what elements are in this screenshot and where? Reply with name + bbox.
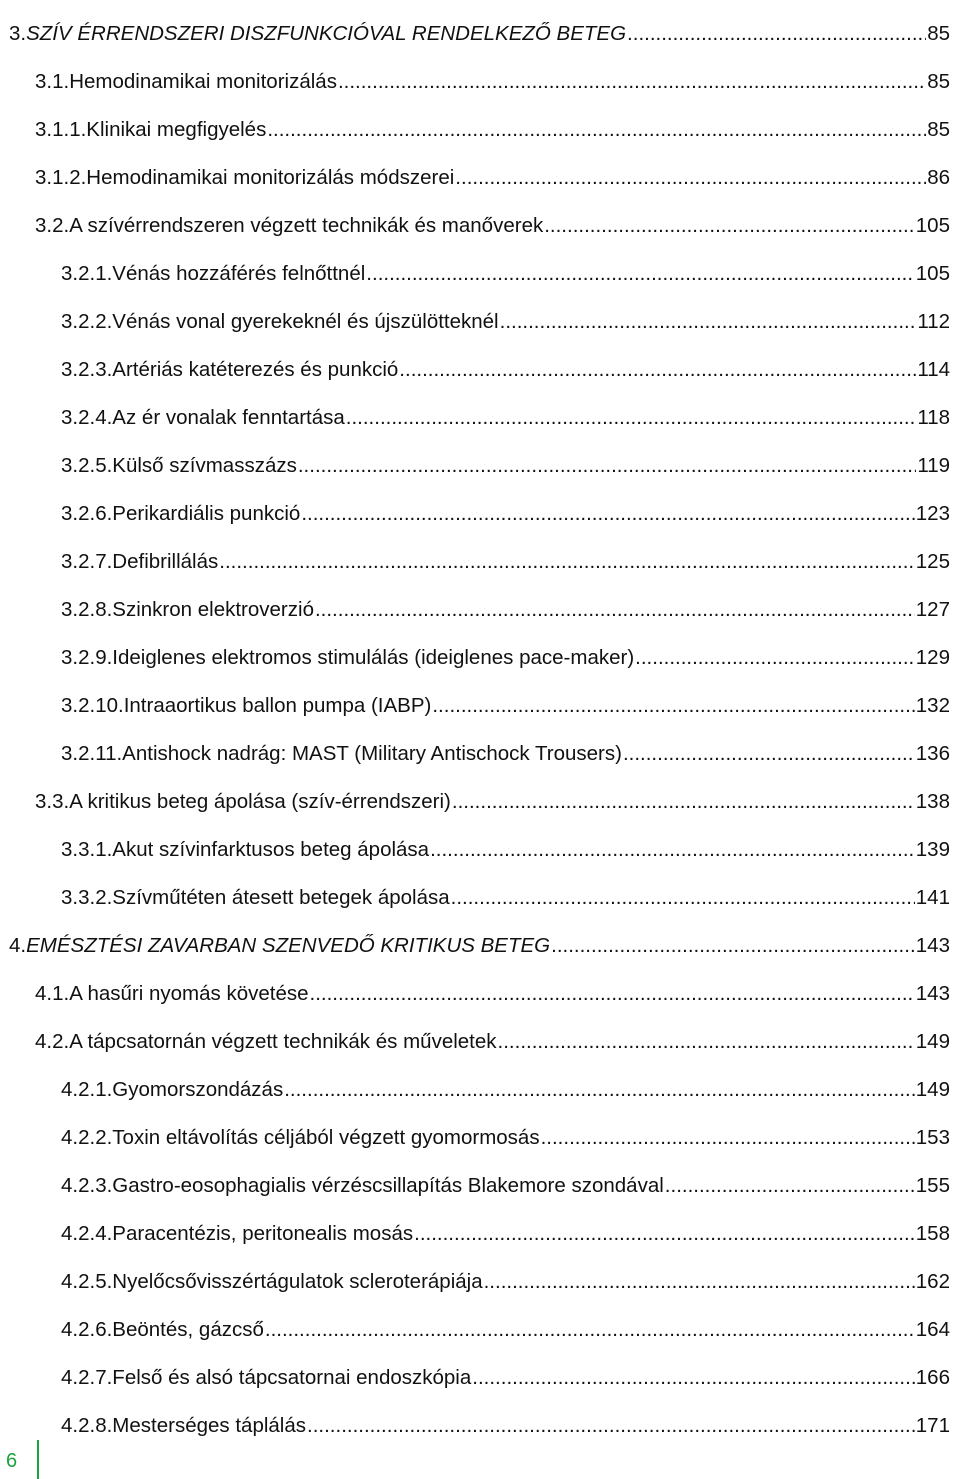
toc-entry-title: Akut szívinfarktusos beteg ápolása bbox=[112, 838, 430, 861]
toc-dot-leader bbox=[623, 730, 915, 778]
toc-entry-title: Antishock nadrág: MAST (Military Antischock Trousers) bbox=[122, 742, 622, 765]
toc-entry[interactable] bbox=[0, 682, 960, 730]
toc-entry-number: 3.2.1. bbox=[61, 262, 113, 285]
toc-dot-leader bbox=[498, 1018, 915, 1066]
toc-entry-number: 4.2.2. bbox=[61, 1126, 113, 1149]
toc-dot-leader bbox=[219, 538, 915, 586]
toc-entry-page: 86 bbox=[927, 166, 950, 189]
toc-entry-title: Vénás hozzáférés felnőttnél bbox=[112, 262, 366, 285]
toc-entry-number: 3.3.2. bbox=[61, 886, 113, 909]
toc-entry[interactable] bbox=[0, 634, 960, 682]
toc-entry-page: 132 bbox=[915, 694, 950, 717]
toc-entry-title: A hasűri nyomás követése bbox=[69, 982, 309, 1005]
toc-entry[interactable] bbox=[0, 1114, 960, 1162]
toc-entry[interactable] bbox=[0, 298, 960, 346]
toc-dot-leader bbox=[346, 394, 917, 442]
toc-entry-page: 85 bbox=[927, 118, 950, 141]
toc-dot-leader bbox=[500, 298, 917, 346]
toc-entry[interactable] bbox=[0, 1162, 960, 1210]
toc-entry[interactable] bbox=[0, 1210, 960, 1258]
toc-entry-number: 3.2.3. bbox=[61, 358, 113, 381]
toc-entry-number: 3.1.2. bbox=[35, 166, 87, 189]
toc-entry-page: 136 bbox=[915, 742, 950, 765]
toc-entry-title: Szinkron elektroverzió bbox=[112, 598, 314, 621]
toc-dot-leader bbox=[472, 1354, 915, 1402]
toc-entry[interactable] bbox=[0, 154, 960, 202]
toc-entry-title: Defibrillálás bbox=[112, 550, 219, 573]
toc-entry-number: 4.2.5. bbox=[61, 1270, 113, 1293]
toc-entry-number: 3.2.7. bbox=[61, 550, 113, 573]
toc-entry-number: 3.2.4. bbox=[61, 406, 113, 429]
table-of-contents bbox=[0, 10, 960, 1450]
toc-entry-page: 114 bbox=[917, 358, 950, 381]
toc-dot-leader bbox=[307, 1402, 915, 1450]
toc-entry-title: Toxin eltávolítás céljából végzett gyomormosás bbox=[112, 1126, 540, 1149]
toc-entry-number: 4.2.1. bbox=[61, 1078, 113, 1101]
toc-entry-number: 3.2.9. bbox=[61, 646, 113, 669]
toc-entry-title: Paracentézis, peritonealis mosás bbox=[112, 1222, 414, 1245]
toc-dot-leader bbox=[267, 106, 926, 154]
toc-entry-page: 162 bbox=[915, 1270, 950, 1293]
toc-entry-title: Ideiglenes elektromos stimulálás (ideiglenes pace-maker) bbox=[112, 646, 635, 669]
toc-entry-page: 105 bbox=[915, 262, 950, 285]
toc-entry-title: A szívérrendszeren végzett technikák és manőverek bbox=[69, 214, 544, 237]
toc-entry-title: Mesterséges táplálás bbox=[112, 1414, 307, 1437]
toc-entry-title: Hemodinamikai monitorizálás bbox=[69, 70, 337, 93]
toc-entry-page: 125 bbox=[915, 550, 950, 573]
toc-dot-leader bbox=[541, 1114, 915, 1162]
toc-dot-leader bbox=[430, 826, 915, 874]
toc-entry-page: 112 bbox=[917, 310, 950, 333]
toc-entry-title: Gastro-eosophagialis vérzéscsillapítás Blakemore szondával bbox=[112, 1174, 664, 1197]
toc-dot-leader bbox=[665, 1162, 915, 1210]
toc-dot-leader bbox=[452, 778, 915, 826]
toc-dot-leader bbox=[627, 10, 926, 58]
toc-entry-number: 3.2.6. bbox=[61, 502, 113, 525]
toc-dot-leader bbox=[484, 1258, 915, 1306]
toc-dot-leader bbox=[338, 58, 926, 106]
toc-entry-number: 3.3. bbox=[35, 790, 70, 813]
toc-dot-leader bbox=[315, 586, 915, 634]
toc-entry-page: 149 bbox=[915, 1078, 950, 1101]
toc-entry-page: 118 bbox=[917, 406, 950, 429]
toc-dot-leader bbox=[310, 970, 915, 1018]
toc-dot-leader bbox=[455, 154, 926, 202]
toc-entry-page: 139 bbox=[915, 838, 950, 861]
toc-entry-title: Intraaortikus ballon pumpa (IABP) bbox=[123, 694, 432, 717]
toc-entry[interactable] bbox=[0, 874, 960, 922]
toc-dot-leader bbox=[284, 1066, 915, 1114]
toc-entry-page: 141 bbox=[915, 886, 950, 909]
toc-entry-number: 4.2.4. bbox=[61, 1222, 113, 1245]
toc-entry-page: 143 bbox=[915, 982, 950, 1005]
toc-entry[interactable] bbox=[0, 442, 960, 490]
toc-entry-number: 4.2.7. bbox=[61, 1366, 113, 1389]
toc-entry-page: 143 bbox=[915, 934, 950, 957]
toc-entry[interactable] bbox=[0, 586, 960, 634]
toc-entry[interactable] bbox=[0, 490, 960, 538]
toc-entry-title: Gyomorszondázás bbox=[112, 1078, 284, 1101]
toc-entry-number: 3.2.2. bbox=[61, 310, 113, 333]
toc-entry[interactable] bbox=[0, 538, 960, 586]
toc-entry-title: Szívműtéten átesett betegek ápolása bbox=[112, 886, 450, 909]
toc-entry-page: 127 bbox=[915, 598, 950, 621]
toc-entry-number: 3.1.1. bbox=[35, 118, 87, 141]
toc-entry[interactable] bbox=[0, 1018, 960, 1066]
toc-entry-title: SZÍV ÉRRENDSZERI DISZFUNKCIÓVAL RENDELKEZŐ BETEG bbox=[26, 22, 627, 45]
toc-entry-title: Artériás katéterezés és punkció bbox=[112, 358, 399, 381]
toc-entry-number: 3.2.5. bbox=[61, 454, 113, 477]
toc-dot-leader bbox=[544, 202, 915, 250]
toc-entry[interactable] bbox=[0, 1306, 960, 1354]
toc-entry-number: 4. bbox=[9, 934, 27, 957]
toc-dot-leader bbox=[301, 490, 914, 538]
toc-entry-page: 166 bbox=[915, 1366, 950, 1389]
toc-entry-number: 3.3.1. bbox=[61, 838, 113, 861]
toc-entry-number: 3.1. bbox=[35, 70, 70, 93]
toc-entry-title: Hemodinamikai monitorizálás módszerei bbox=[86, 166, 455, 189]
toc-entry-page: 171 bbox=[915, 1414, 950, 1437]
toc-entry-title: Perikardiális punkció bbox=[112, 502, 301, 525]
toc-entry-page: 119 bbox=[917, 454, 950, 477]
toc-entry-number: 4.1. bbox=[35, 982, 70, 1005]
page-number: 6 bbox=[6, 1450, 18, 1472]
toc-entry[interactable] bbox=[0, 106, 960, 154]
toc-entry-number: 4.2. bbox=[35, 1030, 70, 1053]
toc-entry-title: Beöntés, gázcső bbox=[112, 1318, 264, 1341]
toc-entry-number: 4.2.6. bbox=[61, 1318, 113, 1341]
toc-dot-leader bbox=[635, 634, 915, 682]
toc-entry-title: Felső és alsó tápcsatornai endoszkópia bbox=[112, 1366, 472, 1389]
toc-entry[interactable] bbox=[0, 10, 960, 58]
toc-entry[interactable] bbox=[0, 58, 960, 106]
toc-dot-leader bbox=[551, 922, 915, 970]
toc-entry-title: A tápcsatornán végzett technikák és műveletek bbox=[69, 1030, 497, 1053]
toc-entry-number: 3.2. bbox=[35, 214, 70, 237]
toc-entry[interactable] bbox=[0, 1402, 960, 1450]
toc-entry-number: 4.2.8. bbox=[61, 1414, 113, 1437]
toc-entry[interactable] bbox=[0, 826, 960, 874]
toc-entry[interactable] bbox=[0, 922, 960, 970]
toc-dot-leader bbox=[451, 874, 915, 922]
toc-entry[interactable] bbox=[0, 1258, 960, 1306]
toc-entry-title: A kritikus beteg ápolása (szív-érrendszeri) bbox=[69, 790, 451, 813]
toc-entry-page: 85 bbox=[927, 22, 950, 45]
toc-entry[interactable] bbox=[0, 202, 960, 250]
toc-entry-title: Vénás vonal gyerekeknél és újszülötteknél bbox=[112, 310, 499, 333]
toc-entry[interactable] bbox=[0, 1354, 960, 1402]
toc-entry-number: 3. bbox=[9, 22, 27, 45]
toc-dot-leader bbox=[414, 1210, 915, 1258]
toc-entry-title: Az ér vonalak fenntartása bbox=[112, 406, 345, 429]
toc-entry-page: 138 bbox=[915, 790, 950, 813]
toc-entry-title: Klinikai megfigyelés bbox=[86, 118, 267, 141]
toc-entry-number: 3.2.10. bbox=[61, 694, 124, 717]
toc-entry[interactable] bbox=[0, 346, 960, 394]
toc-entry-page: 105 bbox=[915, 214, 950, 237]
toc-entry[interactable] bbox=[0, 730, 960, 778]
toc-entry-page: 155 bbox=[915, 1174, 950, 1197]
toc-dot-leader bbox=[298, 442, 916, 490]
toc-entry[interactable] bbox=[0, 970, 960, 1018]
toc-entry-page: 123 bbox=[915, 502, 950, 525]
toc-entry-number: 3.2.8. bbox=[61, 598, 113, 621]
toc-entry[interactable] bbox=[0, 394, 960, 442]
toc-dot-leader bbox=[399, 346, 916, 394]
toc-entry-title: Külső szívmasszázs bbox=[112, 454, 297, 477]
toc-entry-title: EMÉSZTÉSI ZAVARBAN SZENVEDŐ KRITIKUS BETEG bbox=[26, 934, 551, 957]
toc-entry-title: Nyelőcsővisszértágulatok scleroterápiája bbox=[112, 1270, 483, 1293]
toc-entry-page: 164 bbox=[915, 1318, 950, 1341]
footer-rule bbox=[37, 1440, 39, 1479]
toc-entry-page: 149 bbox=[915, 1030, 950, 1053]
toc-entry[interactable] bbox=[0, 250, 960, 298]
toc-dot-leader bbox=[366, 250, 914, 298]
toc-dot-leader bbox=[265, 1306, 915, 1354]
toc-entry-number: 4.2.3. bbox=[61, 1174, 113, 1197]
toc-entry-page: 85 bbox=[927, 70, 950, 93]
toc-entry-page: 153 bbox=[915, 1126, 950, 1149]
toc-entry-number: 3.2.11. bbox=[61, 742, 123, 765]
toc-entry[interactable] bbox=[0, 1066, 960, 1114]
toc-dot-leader bbox=[432, 682, 914, 730]
toc-entry[interactable] bbox=[0, 778, 960, 826]
toc-entry-page: 129 bbox=[915, 646, 950, 669]
toc-entry-page: 158 bbox=[915, 1222, 950, 1245]
